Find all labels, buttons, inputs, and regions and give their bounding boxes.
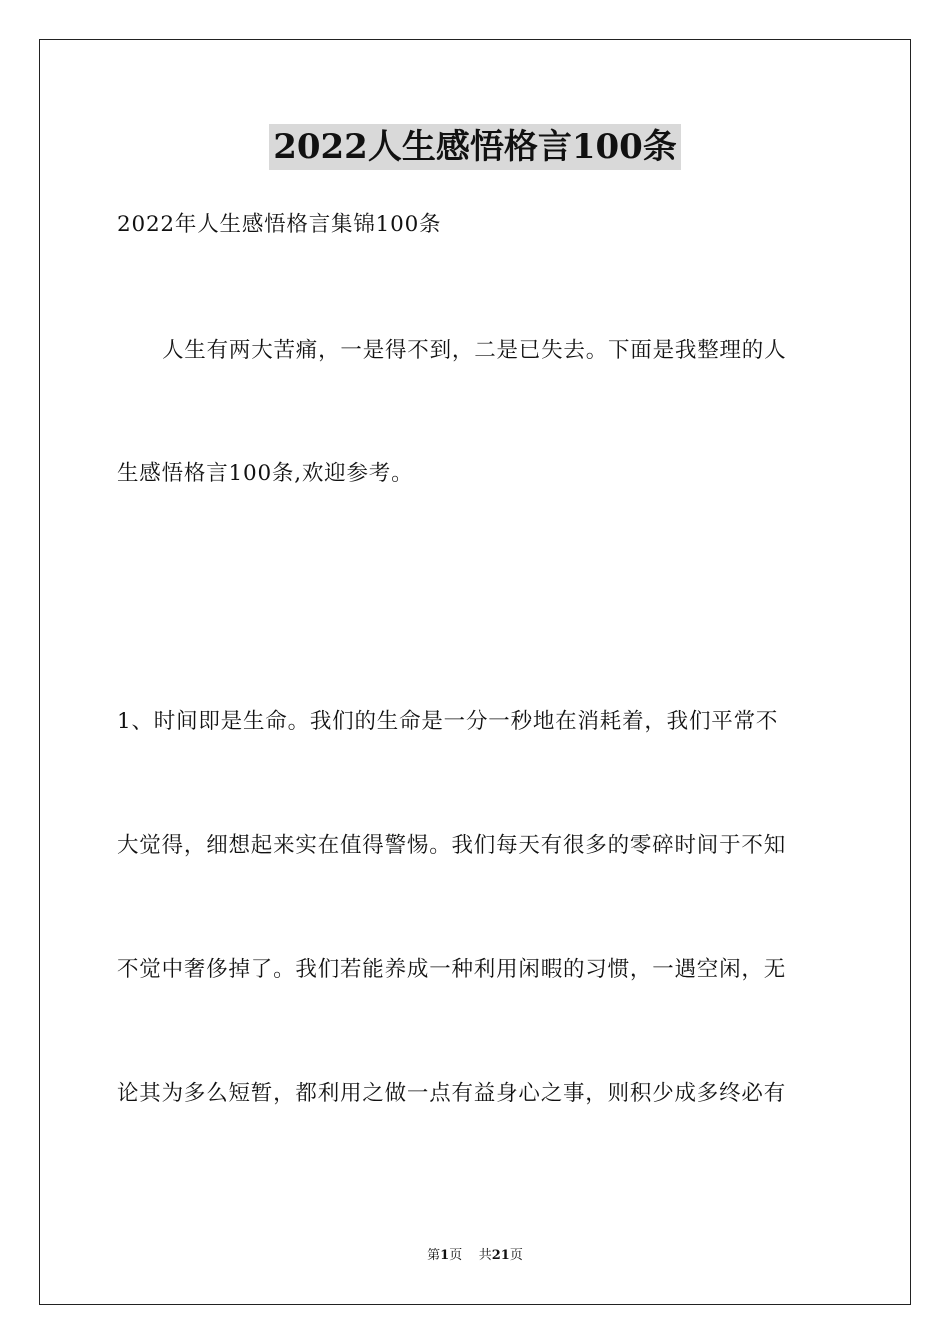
intro-line-1: 人生有两大苦痛，一是得不到，二是已失去。下面是我整理的人	[162, 338, 787, 363]
footer-total-prefix: 共	[478, 1248, 492, 1263]
page-footer	[0, 1247, 950, 1265]
document-title: 2022人生感悟格言100条	[269, 124, 681, 170]
document-subtitle: 2022年人生感悟格言集锦100条	[117, 212, 442, 237]
item-1-line-2: 大觉得，细想起来实在值得警惕。我们每天有很多的零碎时间于不知	[117, 833, 787, 858]
intro-line-2: 生感悟格言100条,欢迎参考。	[117, 461, 414, 486]
title-container	[0, 124, 950, 170]
item-1-line-3: 不觉中奢侈掉了。我们若能养成一种利用闲暇的习惯，一遇空闲，无	[117, 957, 787, 982]
footer-total-pages: 21	[491, 1248, 510, 1263]
footer-page-suffix: 页	[449, 1248, 463, 1263]
footer-page-number: 1	[440, 1248, 450, 1263]
item-1-line-1: 1、时间即是生命。我们的生命是一分一秒地在消耗着，我们平常不	[117, 709, 779, 734]
item-1-line-4: 论其为多么短暂，都利用之做一点有益身心之事，则积少成多终必有	[117, 1081, 787, 1106]
footer-total-suffix: 页	[509, 1248, 523, 1263]
footer-page-prefix: 第	[427, 1248, 441, 1263]
